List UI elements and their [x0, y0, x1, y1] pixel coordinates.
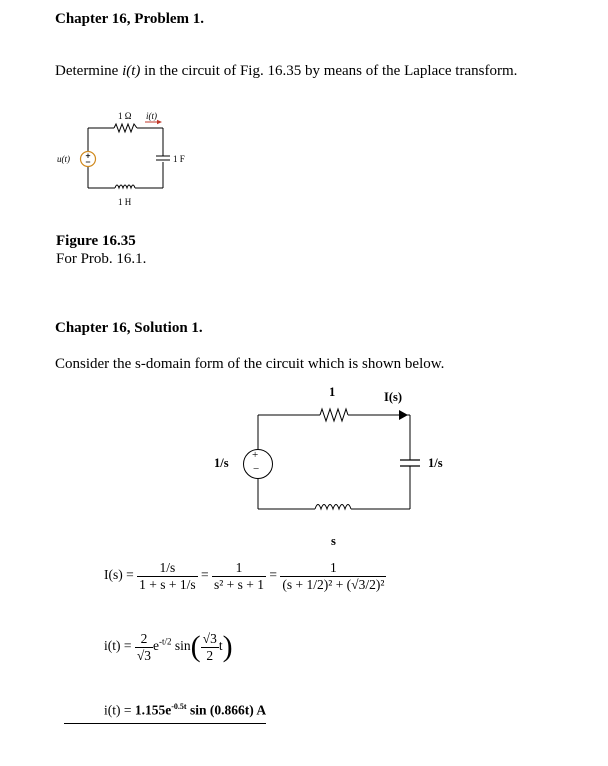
figure-caption-title: Figure 16.35: [56, 233, 136, 249]
eq2-arg-den: 2: [206, 647, 214, 663]
eq1-fraction-1: [137, 560, 198, 592]
eq2-paren-close: ): [222, 630, 233, 663]
fig-resistor-label: 1 Ω: [118, 111, 132, 121]
eq3-rest: sin (0.866t) A: [186, 702, 267, 718]
eq2-arg-num: √3: [202, 630, 217, 646]
statement-variable: i(t): [122, 63, 141, 79]
eq1-equals-b: =: [269, 567, 278, 583]
eq2-coefficient: [135, 631, 153, 663]
eq2-sin: sin: [174, 638, 191, 654]
sol-resistor-label: 1: [329, 385, 336, 399]
eq1-f1-den: 1 + s + 1/s: [139, 576, 196, 592]
statement-suffix: in the circuit of Fig. 16.35 by means of the Laplace transform.: [140, 63, 518, 79]
final-answer: [64, 702, 266, 724]
sol-source-minus: −: [253, 463, 260, 475]
sol-current-arrow-head: [399, 410, 408, 420]
eq2-argument: [201, 631, 219, 663]
eq1-fraction-2: [212, 560, 266, 592]
eq1-f1-num: 1/s: [137, 560, 198, 577]
fig-source-label: u(t): [57, 154, 70, 164]
equation-laplace-current: [104, 560, 386, 592]
eq2-exp-base: e: [153, 638, 160, 654]
sol-source-label: 1/s: [214, 456, 229, 470]
eq1-f3-den: (s + 1/2)² + (√3/2)²: [282, 576, 385, 592]
sol-resistor-symbol: [320, 409, 348, 421]
solution-heading: Chapter 16, Solution 1.: [55, 320, 203, 336]
fig-inductor-label: 1 H: [118, 197, 132, 207]
sol-capacitor-label: 1/s: [428, 456, 443, 470]
figure-caption-text: For Prob. 16.1.: [56, 251, 147, 267]
eq3-exponent: -0.5t: [171, 702, 187, 711]
eq2-exp-sup: -t/2: [159, 636, 172, 647]
sol-inductor-label: s: [331, 534, 336, 548]
equation-time-domain: [104, 630, 233, 664]
statement-prefix: Determine: [55, 63, 123, 79]
eq2-lhs: i(t) =: [104, 638, 132, 654]
eq1-f2-num: 1: [212, 560, 266, 577]
problem-heading: Chapter 16, Problem 1.: [55, 11, 205, 27]
fig-current-label: i(t): [146, 111, 157, 121]
eq2-den: √3: [136, 647, 152, 663]
eq3-coefficient: 1.155e: [134, 702, 172, 718]
eq2-arg-var: t: [218, 638, 223, 654]
eq1-equals-a: =: [200, 567, 209, 583]
eq1-f3-num: 1: [280, 560, 386, 577]
fig-capacitor-label: 1 F: [173, 154, 185, 164]
eq1-fraction-3: [280, 560, 386, 592]
eq1-f2-den: s² + s + 1: [213, 576, 265, 592]
eq1-lhs: I(s) =: [104, 567, 134, 583]
sol-inductor-symbol: [315, 505, 351, 510]
solution-intro: Consider the s-domain form of the circuit which is shown below.: [55, 356, 445, 372]
eq2-num: 2: [135, 631, 153, 648]
eq2-paren-open: (: [190, 630, 201, 663]
eq3-lhs: i(t) =: [104, 702, 135, 718]
sol-source-plus: +: [252, 449, 259, 461]
sol-current-label: I(s): [384, 390, 403, 404]
